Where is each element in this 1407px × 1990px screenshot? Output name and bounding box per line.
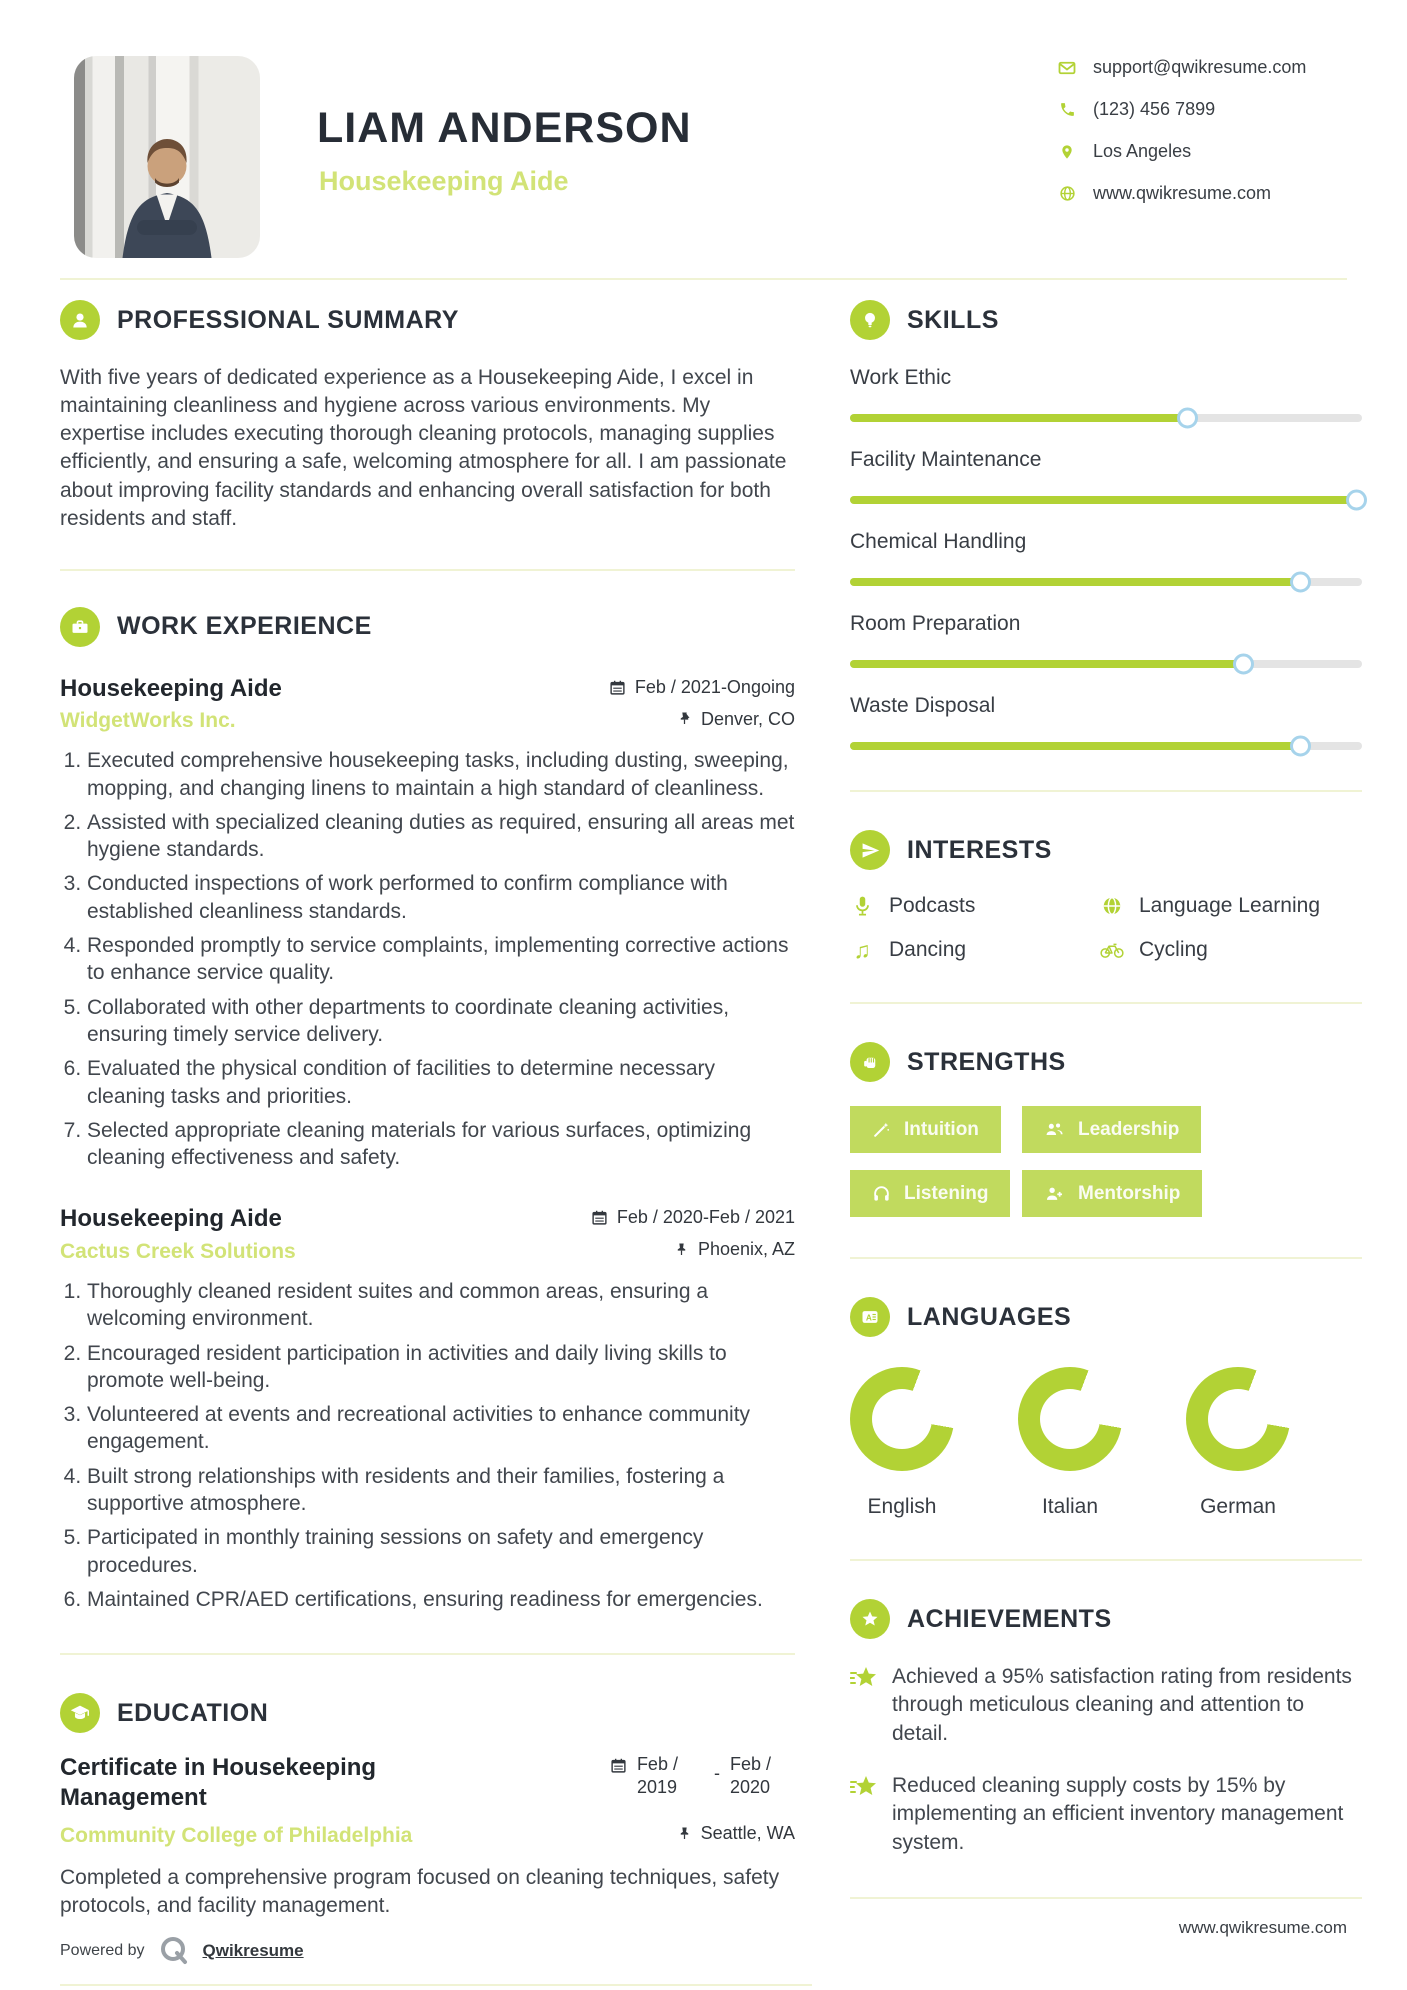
qwikresume-link[interactable]: Qwikresume (202, 1940, 304, 1960)
section-title: ACHIEVEMENTS (907, 1604, 1112, 1633)
job-bullet: 3. Conducted inspections of work performed to confirm compliance with established cleanliness standards. (87, 870, 795, 925)
language-item (1186, 1367, 1290, 1519)
skill-label: Facility Maintenance (850, 448, 1042, 471)
job-entry (60, 1205, 795, 1613)
strength-tag-listening (850, 1170, 1010, 1217)
candidate-job-title: Housekeeping Aide (319, 166, 569, 196)
section-skills (850, 300, 1362, 340)
education-location (677, 1823, 795, 1844)
person-portrait-illustration (92, 112, 242, 258)
translate-icon (850, 1297, 890, 1337)
skill-item (850, 530, 1362, 586)
education-description: Completed a comprehensive program focused on cleaning techniques, safety protocols, and facility management. (60, 1865, 780, 1917)
graduation-cap-icon (60, 1693, 100, 1733)
star-bullet-icon (850, 1772, 880, 1857)
footer-website-link[interactable]: www.qwikresume.com (1178, 1918, 1347, 1937)
date-month: Feb / (636, 1754, 678, 1775)
skill-slider (850, 660, 1362, 668)
section-title: STRENGTHS (907, 1047, 1066, 1076)
slider-handle (1346, 490, 1367, 511)
slider-handle (1233, 654, 1254, 675)
job-bullets (60, 747, 795, 1171)
section-achievements (850, 1599, 1362, 1639)
contact-email[interactable] (1058, 57, 1306, 78)
languages-list (850, 1367, 1362, 1519)
skill-slider-fill (850, 578, 1301, 586)
person-icon (60, 300, 100, 340)
phone-icon (1058, 101, 1076, 119)
microphone-icon (850, 894, 874, 918)
right-column (850, 300, 1362, 1899)
job-bullet: 2. Encouraged resident participation in activities and daily living skills to promote well-being. (87, 1340, 795, 1395)
skill-slider-fill (850, 742, 1301, 750)
skill-slider (850, 742, 1362, 750)
job-bullet: 1. Thoroughly cleaned resident suites and common areas, ensuring a welcoming environment. (87, 1278, 795, 1333)
strength-tag-mentorship (1022, 1170, 1202, 1217)
contact-location (1058, 141, 1306, 162)
contact-block (1058, 57, 1306, 204)
user-plus-icon (1044, 1184, 1065, 1203)
interest-label: Podcasts (889, 894, 976, 917)
svg-text:A: A (865, 1312, 872, 1323)
section-education (60, 1693, 795, 1733)
interest-item (850, 894, 1100, 918)
job-title: Housekeeping Aide (60, 1205, 282, 1233)
interest-label: Cycling (1139, 938, 1208, 961)
strength-tag-intuition (850, 1106, 1001, 1153)
strength-label: Intuition (904, 1118, 979, 1140)
section-work-experience (60, 607, 795, 647)
fist-icon (850, 1042, 890, 1082)
header-divider (60, 278, 1347, 280)
skill-slider-fill (850, 660, 1244, 668)
language-progress-ring (1018, 1367, 1122, 1471)
section-title: EDUCATION (117, 1698, 269, 1727)
star-icon (850, 1599, 890, 1639)
divider (850, 790, 1362, 792)
job-bullets (60, 1278, 795, 1613)
job-bullet: 5. Collaborated with other departments to coordinate cleaning activities, ensuring timely service delivery. (87, 994, 795, 1049)
language-progress-ring (1186, 1367, 1290, 1471)
contact-location-text: Los Angeles (1093, 141, 1192, 161)
profile-photo (74, 56, 260, 258)
skill-label: Chemical Handling (850, 530, 1027, 553)
job-date-text: Feb / 2021-Ongoing (634, 676, 795, 697)
job-location-text: Denver, CO (700, 708, 795, 729)
envelope-icon (1058, 59, 1076, 77)
interest-item (850, 938, 1100, 962)
section-languages (850, 1297, 1362, 1337)
language-item (850, 1367, 954, 1519)
powered-by-label: Powered by (60, 1941, 145, 1959)
education-dates (610, 1753, 795, 1813)
lightbulb-icon (850, 300, 890, 340)
summary-text: With five years of dedicated experience as a Housekeeping Aide, I excel in maintaining cleanliness and hygiene across various environments. My expertise includes executing thorough cleaning protocols, managing supplies efficiently, and ensuring a safe, welcoming atmosphere for all. I am passionate about improving facility standards and enhancing overall satisfaction for both residents and staff. (60, 366, 787, 530)
language-label: Italian (1041, 1495, 1099, 1518)
map-pin-icon (1058, 143, 1076, 161)
job-bullet: 6. Maintained CPR/AED certifications, ensuring readiness for emergencies. (87, 1586, 795, 1613)
job-location-text: Phoenix, AZ (697, 1239, 795, 1260)
skill-slider (850, 496, 1362, 504)
achievement-item (850, 1772, 1362, 1857)
calendar-icon (609, 679, 626, 696)
section-professional-summary (60, 300, 795, 340)
interest-item (1100, 894, 1362, 918)
calendar-icon (591, 1209, 608, 1226)
contact-website[interactable] (1058, 183, 1306, 204)
headphones-icon (872, 1184, 891, 1203)
divider (60, 569, 795, 571)
divider (850, 1559, 1362, 1561)
section-title: LANGUAGES (907, 1302, 1072, 1331)
language-item (1018, 1367, 1122, 1519)
powered-by-row (60, 1934, 795, 1968)
slider-handle (1177, 408, 1198, 429)
left-column (60, 300, 795, 1986)
slider-handle (1290, 572, 1311, 593)
job-bullet: 3. Volunteered at events and recreational activities to enhance community engagement. (87, 1401, 795, 1456)
pushpin-icon (677, 1826, 692, 1842)
interest-label: Language Learning (1139, 894, 1321, 917)
slider-handle (1290, 736, 1311, 757)
calendar-icon (610, 1757, 627, 1774)
pushpin-icon (674, 1242, 689, 1258)
users-icon (1044, 1120, 1065, 1139)
bicycle-icon (1100, 938, 1124, 962)
skill-item (850, 366, 1362, 422)
date-year: 2020 (729, 1776, 771, 1797)
candidate-name: LIAM ANDERSON (317, 104, 692, 152)
strength-label: Leadership (1078, 1118, 1180, 1140)
skill-slider-fill (850, 496, 1357, 504)
strengths-list (850, 1106, 1362, 1217)
interest-label: Dancing (889, 938, 967, 961)
job-bullet: 6. Evaluated the physical condition of facilities to determine necessary cleaning tasks and priorities. (87, 1055, 795, 1110)
star-bullet-icon (850, 1663, 880, 1748)
briefcase-icon (60, 607, 100, 647)
education-date-start (637, 1753, 678, 1798)
job-location (674, 1239, 795, 1260)
job-company: WidgetWorks Inc. (60, 709, 236, 733)
section-strengths (850, 1042, 1362, 1082)
divider (850, 1257, 1362, 1259)
divider (850, 1002, 1362, 1004)
contact-phone-text: (123) 456 7899 (1093, 99, 1216, 119)
skill-item (850, 448, 1362, 504)
contact-phone[interactable] (1058, 99, 1306, 120)
skill-slider-fill (850, 414, 1188, 422)
job-title: Housekeeping Aide (60, 674, 282, 702)
job-bullet: 2. Assisted with specialized cleaning duties as required, ensuring all areas met hygiene standards. (87, 809, 795, 864)
education-location-text: Seattle, WA (700, 1823, 795, 1844)
education-degree: Certificate in Housekeeping Management (60, 1754, 377, 1812)
job-bullet: 4. Responded promptly to service complaints, implementing corrective actions to enhance service quality. (87, 932, 795, 987)
section-title: INTERESTS (907, 835, 1052, 864)
globe-icon (1058, 185, 1076, 203)
section-title: PROFESSIONAL SUMMARY (117, 305, 459, 334)
pushpin-icon (677, 711, 692, 727)
education-college: Community College of Philadelphia (60, 1823, 413, 1847)
skill-label: Room Preparation (850, 612, 1021, 635)
achievement-text: Reduced cleaning supply costs by 15% by implementing an efficient inventory management system. (892, 1774, 1344, 1854)
skill-slider (850, 578, 1362, 586)
language-label: English (867, 1495, 937, 1518)
paper-plane-icon (850, 830, 890, 870)
language-progress-ring (850, 1367, 954, 1471)
section-interests (850, 830, 1362, 870)
job-company: Cactus Creek Solutions (60, 1239, 296, 1263)
skill-item (850, 694, 1362, 750)
job-date (609, 677, 795, 698)
divider (60, 1984, 812, 1986)
education-date-end (730, 1753, 771, 1798)
job-date-text: Feb / 2020-Feb / 2021 (616, 1207, 795, 1228)
contact-email-text: support@qwikresume.com (1093, 57, 1307, 77)
job-bullet: 7. Selected appropriate cleaning materials for various surfaces, optimizing cleaning effectiveness and safety. (87, 1117, 795, 1172)
job-bullet: 1. Executed comprehensive housekeeping tasks, including dusting, sweeping, mopping, and changing linens to maintain a high standard of cleanliness. (87, 747, 795, 802)
section-title: WORK EXPERIENCE (117, 612, 372, 641)
divider (60, 1653, 795, 1655)
qwikresume-q-logo (157, 1934, 191, 1968)
date-separator: - (713, 1763, 720, 1784)
achievement-item (850, 1663, 1362, 1748)
job-date (591, 1207, 795, 1228)
achievement-text: Achieved a 95% satisfaction rating from residents through meticulous cleaning and attention to detail. (892, 1665, 1352, 1745)
strength-tag-leadership (1022, 1106, 1201, 1153)
skill-item (850, 612, 1362, 668)
job-location (677, 709, 795, 730)
contact-website-text: www.qwikresume.com (1093, 183, 1272, 203)
skill-slider (850, 414, 1362, 422)
interest-item (1100, 938, 1362, 962)
date-month: Feb / (729, 1754, 771, 1775)
skill-label: Work Ethic (850, 366, 952, 389)
interests-list (850, 894, 1362, 962)
language-label: German (1200, 1495, 1276, 1518)
music-note-icon: ♫ (853, 936, 871, 963)
job-bullet: 5. Participated in monthly training sessions on safety and emergency procedures. (87, 1524, 795, 1579)
wand-icon (872, 1120, 891, 1139)
skill-label: Waste Disposal (850, 694, 996, 717)
job-bullet: 4. Built strong relationships with residents and their families, fostering a supportive atmosphere. (87, 1463, 795, 1518)
section-title: SKILLS (907, 305, 999, 334)
strength-label: Mentorship (1078, 1182, 1181, 1204)
strength-label: Listening (904, 1182, 989, 1204)
education-entry (60, 1753, 795, 1813)
job-entry (60, 675, 795, 1172)
date-year: 2019 (636, 1776, 677, 1797)
divider (850, 1897, 1362, 1899)
globe-icon (1100, 894, 1124, 918)
